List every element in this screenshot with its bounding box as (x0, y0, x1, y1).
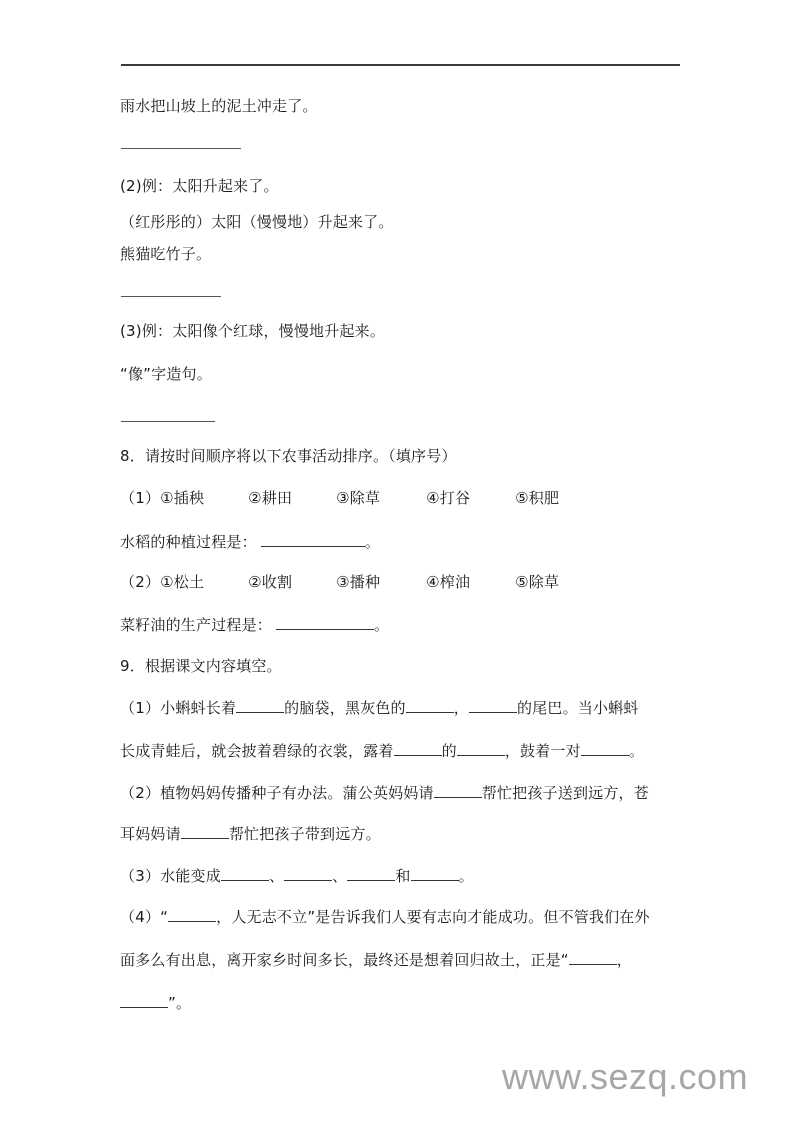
text-segment: 。 (458, 867, 474, 885)
text-segment: （3）水能变成 (120, 867, 221, 885)
q9-part4-blank-3[interactable] (120, 993, 168, 1008)
text-segment: ，鼓着一对 (504, 742, 581, 760)
q8-part1-prompt: 水稻的种植过程是： (120, 533, 257, 551)
q9-part1-blank-4[interactable] (394, 741, 442, 756)
q7-part3-instruction: “像”字造句。 (120, 365, 212, 383)
q7-part2-sentence: 熊猫吃竹子。 (120, 245, 212, 263)
text-segment: 帮忙把孩子带到远方。 (228, 825, 381, 843)
q9-part2-line2 (120, 824, 381, 844)
q9-part3-line1 (120, 866, 474, 886)
q7-part3-answer-line[interactable] (121, 421, 215, 422)
q8-part2-prompt: 菜籽油的生产过程是： (120, 616, 273, 634)
q8-part1-period: 。 (364, 533, 381, 551)
q8-part1-options (120, 488, 559, 508)
q9-part4-line1 (120, 907, 650, 927)
q8-part2-option-3: ③播种 (336, 573, 381, 591)
q8-part1-option-1: ①插秧 (160, 489, 205, 507)
q8-part2-blank[interactable] (276, 615, 374, 630)
q9-part1-line2 (120, 741, 644, 761)
q8-title: 8．请按时间顺序将以下农事活动排序。（填序号） (120, 447, 457, 465)
text-segment: 的尾巴。当小蝌蚪 (516, 699, 639, 717)
q8-part2-option-4: ④榨油 (426, 573, 471, 591)
q8-part2-option-1: ①松土 (160, 573, 205, 591)
q8-part1-option-2: ②耕田 (248, 489, 293, 507)
q9-part2-line1 (120, 783, 649, 803)
q7-part1-sentence: 雨水把山坡上的泥土冲走了。 (120, 97, 318, 115)
q8-part2-period: 。 (374, 616, 390, 634)
text-segment: 、 (332, 867, 348, 885)
q7-part1-answer-line[interactable] (121, 148, 241, 149)
q7-part2-example: (2)例：太阳升起来了。 (120, 177, 279, 195)
q8-part1-option-3: ③除草 (336, 489, 381, 507)
q9-part3-blank-2[interactable] (284, 866, 332, 881)
q8-part1-label: （1） (120, 489, 161, 507)
header-rule (121, 64, 680, 66)
q9-part1-blank-5[interactable] (457, 741, 505, 756)
q9-part1-blank-1[interactable] (236, 698, 284, 713)
text-segment: ”。 (168, 994, 192, 1012)
q9-part3-blank-4[interactable] (411, 866, 459, 881)
q9-part2-blank-2[interactable] (181, 824, 229, 839)
q7-part2-example-expanded: （红彤彤的）太阳（慢慢地）升起来了。 (120, 213, 394, 231)
q8-part2-options (120, 572, 559, 592)
text-segment: ， (453, 699, 469, 717)
q9-part4-line3 (120, 993, 191, 1013)
q8-part2-answer-row (120, 615, 389, 635)
q7-part2-answer-line[interactable] (121, 296, 221, 297)
q9-part4-blank-1[interactable] (168, 907, 216, 922)
q9-part3-blank-1[interactable] (221, 866, 269, 881)
text-segment: （4）“ (120, 908, 169, 926)
text-segment: 面多么有出息，离开家乡时间多长，最终还是想着回归故土，正是“ (120, 951, 569, 969)
q9-part2-blank-1[interactable] (434, 783, 482, 798)
q8-part1-option-5: ⑤积肥 (515, 489, 560, 507)
q8-part2-label: （2） (120, 573, 161, 591)
text-segment: 的脑袋，黑灰色的 (284, 699, 406, 717)
text-segment: （2）植物妈妈传播种子有办法。蒲公英妈妈请 (120, 784, 434, 802)
q9-part4-blank-2[interactable] (569, 950, 617, 965)
q9-title: 9．根据课文内容填空。 (120, 657, 282, 675)
watermark-text: www.sezq.com (502, 1056, 749, 1097)
q8-part1-option-4: ④打谷 (426, 489, 471, 507)
q9-part1-line1 (120, 698, 639, 718)
text-segment: 、 (268, 867, 285, 885)
text-segment: 。 (628, 742, 645, 760)
q9-part4-line2 (120, 950, 632, 970)
text-segment: 的 (441, 742, 457, 760)
text-segment: 和 (395, 867, 411, 885)
q9-part1-blank-3[interactable] (469, 698, 517, 713)
text-segment: 耳妈妈请 (120, 825, 181, 843)
text-segment: ，人无志不立”是告诉我们人要有志向才能成功。但不管我们在外 (216, 908, 650, 926)
q7-part3-example: (3)例：太阳像个红球，慢慢地升起来。 (120, 322, 386, 340)
q9-part3-blank-3[interactable] (347, 866, 395, 881)
q8-part1-blank[interactable] (261, 532, 365, 547)
q8-part1-answer-row (120, 532, 380, 552)
text-segment: 长成青蛙后，就会披着碧绿的衣裳，露着 (120, 742, 394, 760)
q8-part2-option-5: ⑤除草 (515, 573, 560, 591)
text-segment: ， (616, 951, 632, 969)
q9-part1-blank-6[interactable] (581, 741, 629, 756)
q9-part1-blank-2[interactable] (406, 698, 454, 713)
text-segment: （1）小蝌蚪长着 (120, 699, 237, 717)
text-segment: 帮忙把孩子送到远方，苍 (481, 784, 649, 802)
q8-part2-option-2: ②收割 (248, 573, 293, 591)
